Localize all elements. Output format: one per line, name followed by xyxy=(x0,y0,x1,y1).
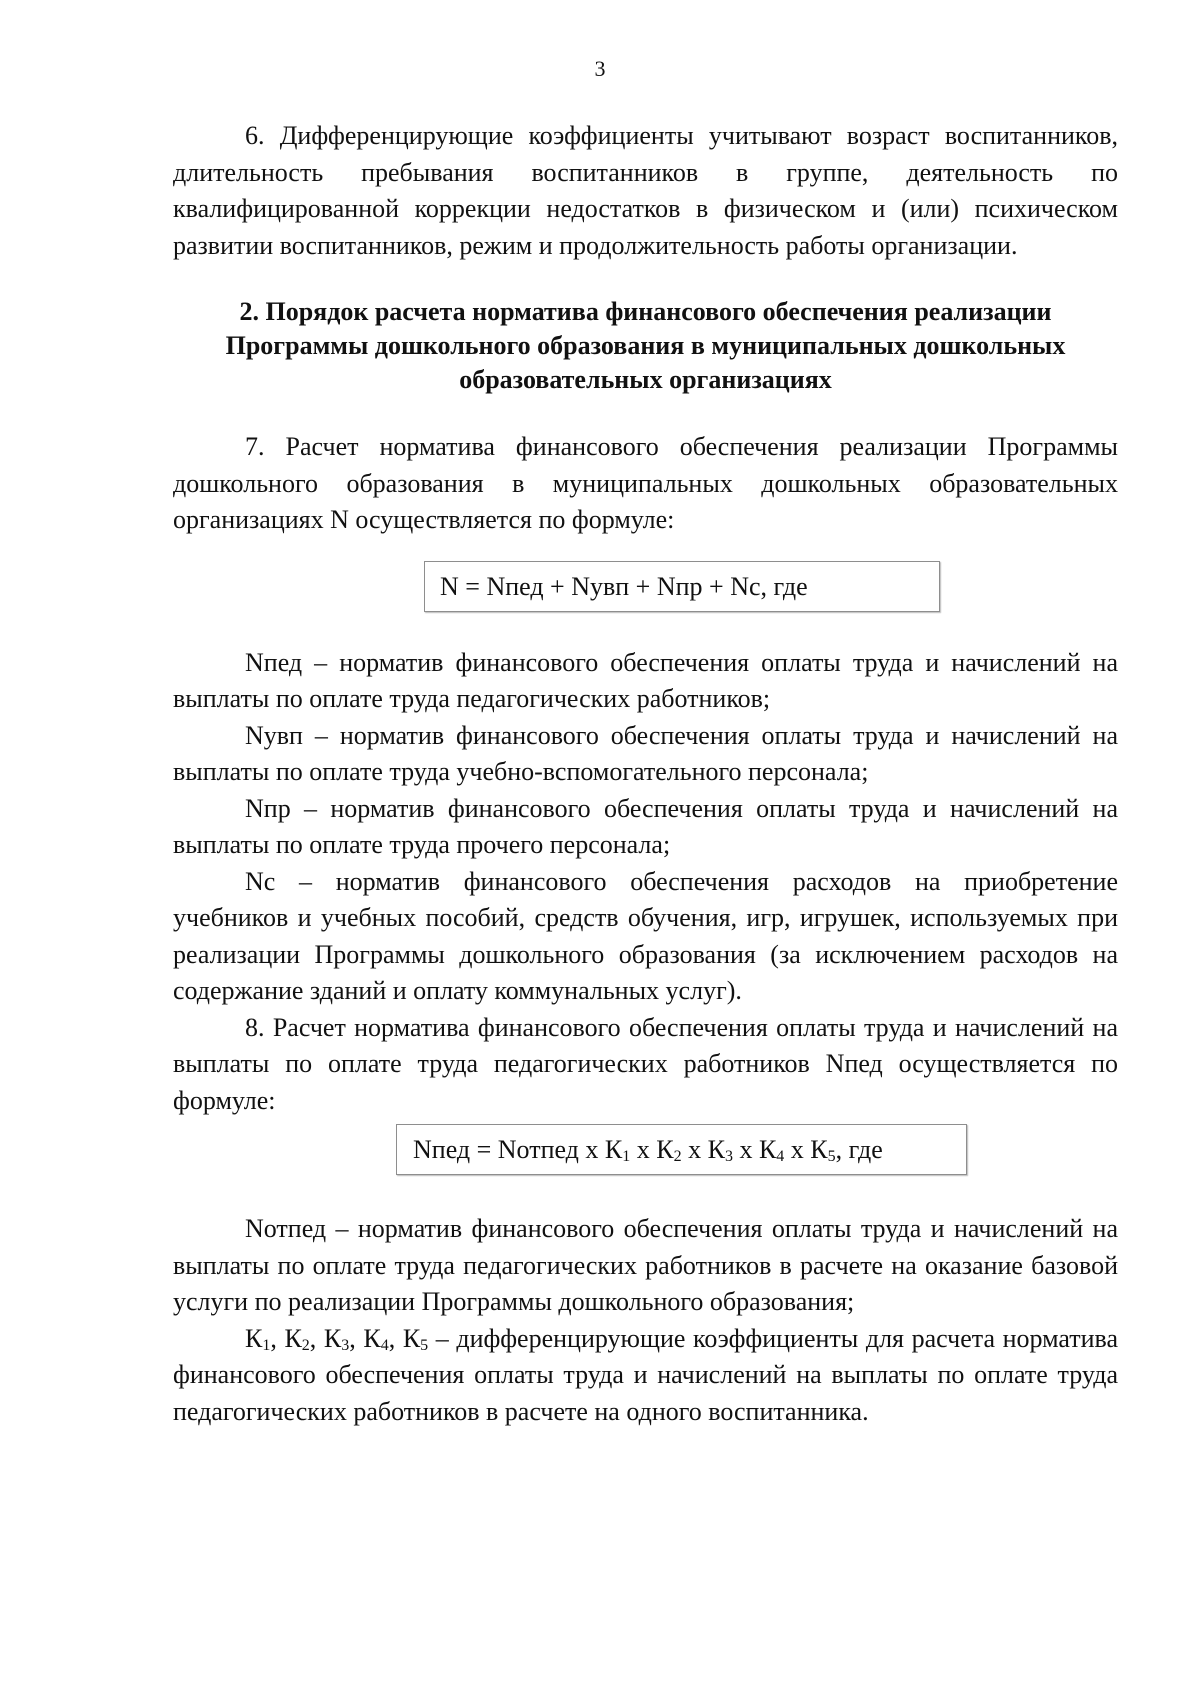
page-content xyxy=(173,118,1118,1430)
formula-n: N = Nпед + Nувп + Nпр + Nс, где xyxy=(440,571,808,601)
k-sub: 5 xyxy=(420,1336,429,1354)
section-title: 2. Порядок расчета норматива финансового обеспечения реализации Программы дошкольного образования в муниципальных дошкольных образовательных организациях xyxy=(225,297,1066,394)
paragraph-8: 8. Расчет норматива финансового обеспечения оплаты труда и начислений на выплаты по оплате труда педагогических работников Nпед осуществляется по формуле: xyxy=(173,1012,1118,1115)
formula-mult: х xyxy=(732,1135,759,1164)
k-definition-text: – дифференцирующие коэффициенты для расчета норматива финансового обеспечения оплаты труда и начислений на выплаты по оплате труда педагогических работников в расчете на одного воспитанника. xyxy=(173,1323,1119,1426)
k-sub: 1 xyxy=(262,1336,271,1354)
definition-notped: Nотпед – норматив финансового обеспечения оплаты труда и начислений на выплаты по оплате труда педагогических работников в расчете на оказание базовой услуги по реализации Программы дошкольного образования; xyxy=(173,1214,1118,1316)
k-sub: 2 xyxy=(301,1336,310,1354)
k-letter: К xyxy=(284,1323,302,1353)
formula-k-sub: 4 xyxy=(776,1148,785,1165)
k-letter: К xyxy=(363,1323,381,1353)
formula-k-letter: К xyxy=(707,1135,725,1164)
formula-k-sub: 3 xyxy=(724,1148,733,1165)
k-letter: К xyxy=(323,1323,342,1353)
page-number: 3 xyxy=(594,56,606,81)
k-letter: К xyxy=(402,1323,421,1353)
formula-tail: , где xyxy=(835,1135,883,1164)
k-separator: , xyxy=(309,1323,324,1353)
paragraph-7: 7. Расчет норматива финансового обеспечения реализации Программы дошкольного образования в муниципальных дошкольных образовательных организациях N осуществляется по формуле: xyxy=(173,432,1118,534)
k-separator: , xyxy=(270,1323,285,1353)
definition-npr: Nпр – норматив финансового обеспечения оплаты труда и начислений на выплаты по оплате труда прочего персонала; xyxy=(173,793,1118,859)
definition-nped: Nпед – норматив финансового обеспечения оплаты труда и начислений на выплаты по оплате труда педагогических работников; xyxy=(173,647,1118,713)
definition-nuvp: Nувп – норматив финансового обеспечения оплаты труда и начислений на выплаты по оплате труда учебно-вспомогательного персонала; xyxy=(173,720,1118,786)
formula-k-letter: К xyxy=(604,1135,623,1164)
k-separator: , xyxy=(388,1323,403,1353)
k-sub: 4 xyxy=(380,1336,389,1354)
formula-nped-lhs: Nпед = Nотпед xyxy=(413,1135,579,1164)
formula-k-sub: 5 xyxy=(827,1148,836,1165)
formula-n-box xyxy=(424,561,940,612)
formula-k-sub: 2 xyxy=(673,1148,682,1165)
definition-k-coefficients xyxy=(173,1321,1118,1431)
paragraph-6: 6. Дифференцирующие коэффициенты учитывают возраст воспитанников, длительность пребывания воспитанников в группе, деятельность по квалифицированной коррекции недостатков в физическом и (или) психическом развитии воспитанников, режим и продолжительность работы организации. xyxy=(173,121,1118,260)
formula-mult: х xyxy=(630,1135,657,1164)
k-letter: К xyxy=(245,1323,263,1353)
formula-mult: х xyxy=(784,1135,811,1164)
k-separator: , xyxy=(349,1323,364,1353)
formula-nped-box xyxy=(396,1124,967,1175)
formula-mult: х xyxy=(681,1135,708,1164)
formula-k-letter: К xyxy=(656,1135,674,1164)
formula-k-sub: 1 xyxy=(622,1148,631,1165)
formula-mult: х xyxy=(578,1135,605,1164)
formula-k-letter: К xyxy=(758,1135,777,1164)
k-sub: 3 xyxy=(341,1336,350,1354)
formula-k-letter: К xyxy=(810,1135,828,1164)
definition-nc: Nс – норматив финансового обеспечения расходов на приобретение учебников и учебных пособий, средств обучения, игр, игрушек, используемых при реализации Программы дошкольного образования (за исключением расходов на содержание зданий и оплату коммунальных услуг). xyxy=(173,866,1118,1005)
